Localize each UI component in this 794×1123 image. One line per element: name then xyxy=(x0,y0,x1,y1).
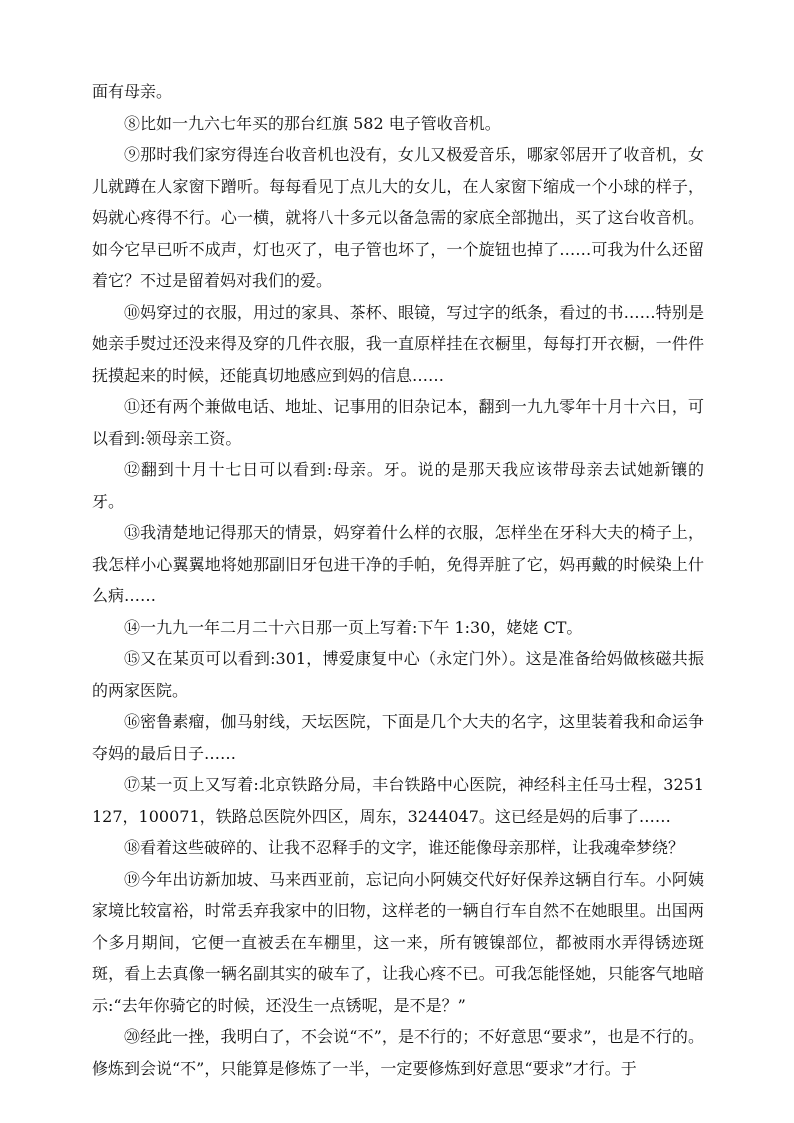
document-body xyxy=(92,76,704,1084)
paragraph-19: ⑲今年出访新加坡、马来西亚前，忘记向小阿姨交代好好保养这辆自行车。小阿姨家境比较富裕，时常丢弃我家中的旧物，这样老的一辆自行车自然不在她眼里。出国两个多月期间，它便一直被丢在车棚里，这一来，所有镀镍部位，都被雨水弄得锈迹斑斑，看上去真像一辆名副其实的破车了，让我心疼不已。可我怎能怪她，只能客气地暗示:“去年你骑它的时候，还没生一点锈呢，是不是？” xyxy=(92,869,704,1015)
paragraph-16: ⑯密鲁素瘤，伽马射线，天坛医院，下面是几个大夫的名字，这里装着我和命运争夺妈的最后日子…… xyxy=(92,712,704,763)
paragraph-12: ⑫翻到十月十七日可以看到:母亲。牙。说的是那天我应该带母亲去试她新镶的牙。 xyxy=(92,460,704,511)
paragraph-continuation: 面有母亲。 xyxy=(92,82,173,101)
paragraph-10: ⑩妈穿过的衣服，用过的家具、茶杯、眼镜，写过字的纸条，看过的书……特别是她亲手熨过还没来得及穿的几件衣服，我一直原样挂在衣橱里，每每打开衣橱，一件件抚摸起来的时候，还能真切地感应到妈的信息…… xyxy=(92,302,704,385)
paragraph-8: ⑧比如一九六七年买的那台红旗 582 电子管收音机。 xyxy=(124,113,501,133)
paragraph-17: ⑰某一页上又写着:北京铁路分局，丰台铁路中心医院，神经科主任马士程，3251127，100071，铁路总医院外四区，周东，3244047。这已经是妈的后事了…… xyxy=(92,775,704,826)
paragraph-14: ⑭一九九一年二月二十六日那一页上写着:下午 1:30，姥姥 CT。 xyxy=(124,617,583,637)
paragraph-15: ⑮又在某页可以看到:301，博爱康复中心（永定门外）。这是准备给妈做核磁共振的两家医院。 xyxy=(92,649,704,700)
paragraph-9: ⑨那时我们家穷得连台收音机也没有，女儿又极爱音乐，哪家邻居开了收音机，女儿就蹲在人家窗下蹭听。每每看见丁点儿大的女儿，在人家窗下缩成一个小球的样子，妈就心疼得不行。心一横，就将八十多元以备急需的家底全部抛出，买了这台收音机。如今它早已听不成声，灯也灭了，电子管也坏了，一个旋钮也掉了……可我为什么还留着它？不过是留着妈对我们的爱。 xyxy=(92,145,704,290)
paragraph-13: ⑬我清楚地记得那天的情景，妈穿着什么样的衣服，怎样坐在牙科大夫的椅子上，我怎样小心翼翼地将她那副旧牙包进干净的手帕，免得弄脏了它，妈再戴的时候染上什么病…… xyxy=(92,523,704,605)
paragraph-18: ⑱看着这些破碎的、让我不忍释手的文字，谁还能像母亲那样，让我魂牵梦绕？ xyxy=(124,838,685,857)
paragraph-20: ⑳经此一挫，我明白了，不会说“不”，是不行的；不好意思“要求”，也是不行的。修炼到会说“不”，只能算是修炼了一半，一定要修炼到好意思“要求”才行。于 xyxy=(92,1027,704,1078)
paragraph-11: ⑪还有两个兼做电话、地址、记事用的旧杂记本，翻到一九九零年十月十六日，可以看到:领母亲工资。 xyxy=(92,397,704,448)
